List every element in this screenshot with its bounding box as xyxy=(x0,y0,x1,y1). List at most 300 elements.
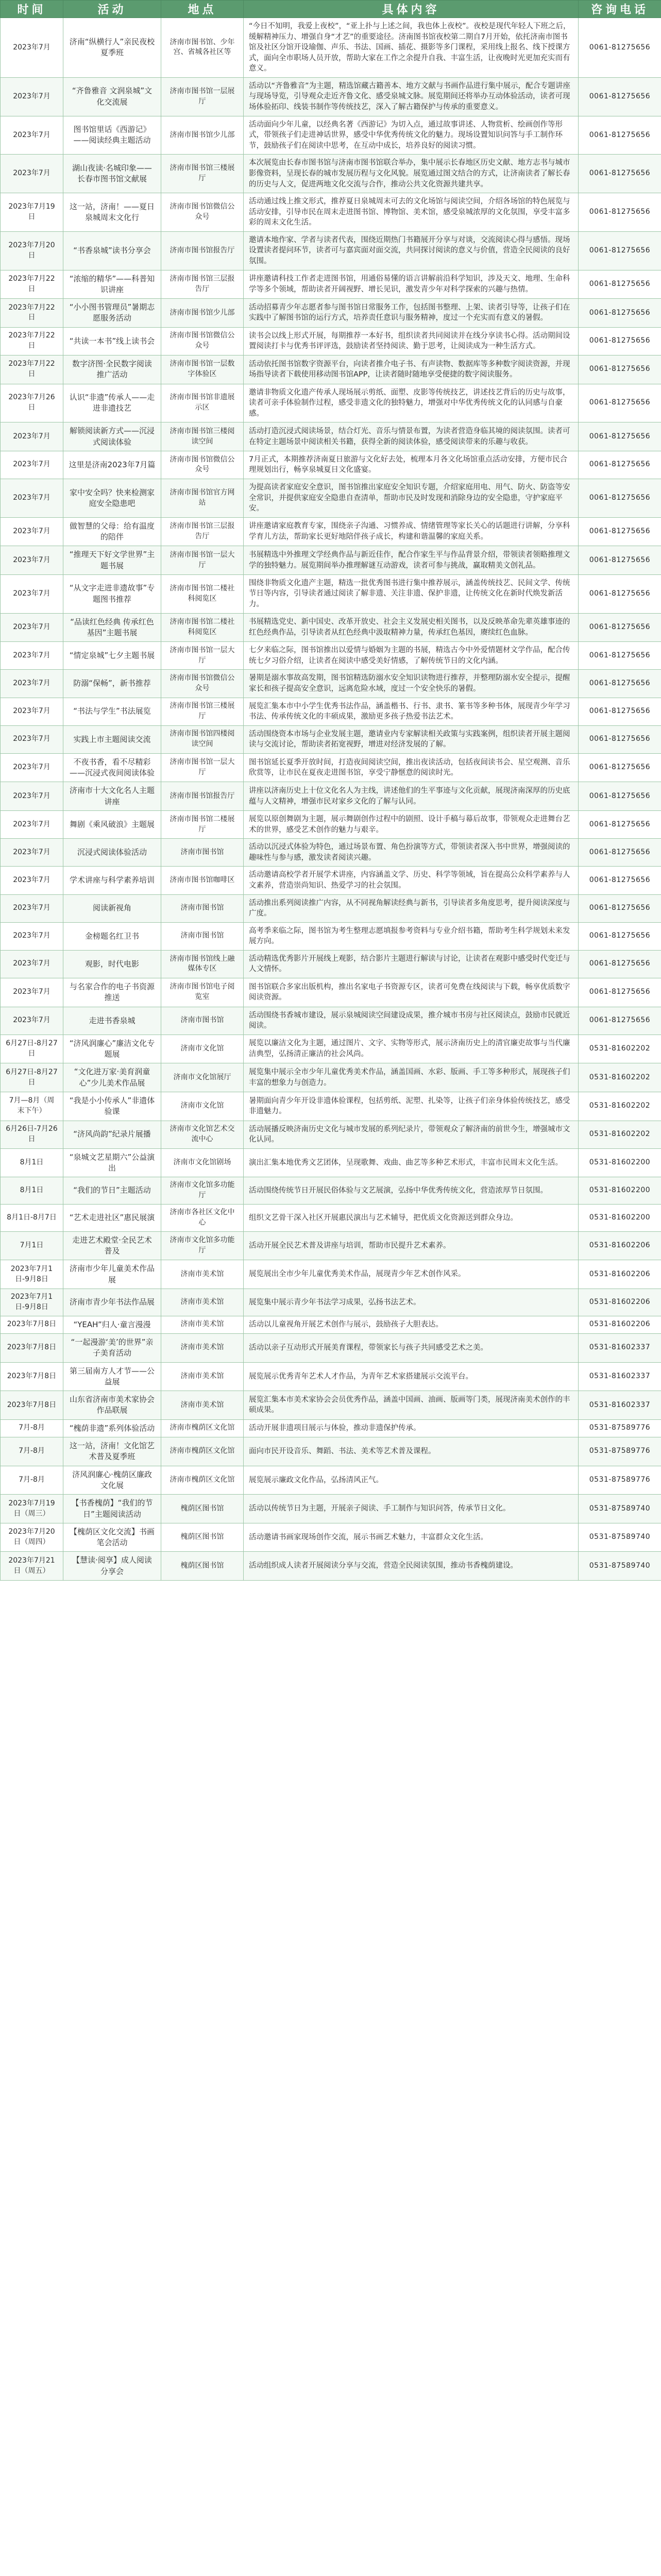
table-row xyxy=(1,1231,661,1260)
activity-content: 活动邀请书画家现场创作交流，展示书画艺术魅力，丰富群众文化生活。 xyxy=(244,1523,579,1552)
activity-place: 济南市美术馆 xyxy=(161,1391,244,1420)
table-row xyxy=(1,517,661,546)
activity-date: 2023年7月1日-9月8日 xyxy=(1,1260,63,1289)
activity-phone: 0061-81275656 xyxy=(579,782,661,811)
activity-date: 2023年7月 xyxy=(1,950,63,978)
activity-content: 活动围绕传统节日开展民俗体验与文艺展演，弘扬中华优秀传统文化，营造浓厚节日氛围。 xyxy=(244,1177,579,1205)
activity-place: 济南市图书馆一层大厅 xyxy=(161,546,244,575)
activity-date: 2023年7月 xyxy=(1,811,63,839)
activity-title: 【慧读·阅享】成人阅读分享会 xyxy=(63,1552,161,1581)
activity-phone: 0531-81602337 xyxy=(579,1391,661,1420)
activity-date: 2023年7月 xyxy=(1,155,63,193)
activity-content: 书展精选党史、新中国史、改革开放史、社会主义发展史相关图书，以及反映革命先辈英雄事迹的红色经典作品，引导读者从红色经典中汲取精神力量，传承红色基因，赓续红色血脉。 xyxy=(244,613,579,642)
activity-content: 暑期是溺水事故高发期，图书馆精选防溺水安全知识读物进行推荐，并整理防溺水安全提示，提醒家长和孩子提高安全意识，远离危险水域，度过一个安全快乐的暑假。 xyxy=(244,670,579,698)
activity-title: “书法与学生”书法展览 xyxy=(63,698,161,725)
activity-place: 济南市美术馆 xyxy=(161,1362,244,1391)
activity-phone: 0061-81275656 xyxy=(579,698,661,725)
table-row xyxy=(1,116,661,155)
activity-date: 2023年7月 xyxy=(1,642,63,670)
activity-phone: 0531-81602202 xyxy=(579,1121,661,1148)
activity-phone: 0061-81275656 xyxy=(579,299,661,328)
activity-phone: 0061-81275656 xyxy=(579,116,661,155)
activity-phone: 0061-81275656 xyxy=(579,1007,661,1035)
activity-phone: 0061-81275656 xyxy=(579,574,661,613)
activity-phone: 0531-87589776 xyxy=(579,1466,661,1495)
activity-content: “今日不知明，我爱上夜校”，“亚上扑与上述之间，我也体上夜校”。夜校是现代年轻人下班之后，缓解精神压力、增强自身“才艺”的重要途径。济南图书馆夜校第二期自7月开始，依托济南市图书馆及社区分馆开设瑜伽、声乐、书法、国画、插花、摄影等多门课程，采用线上报名、线下授课方式，面向全市职场人员开放，帮助大家在工作之余提升自我、丰富生活，让夜晚时光更加充实而有意义。 xyxy=(244,18,579,78)
table-row xyxy=(1,1148,661,1177)
table-body xyxy=(1,18,661,1581)
activity-phone: 0061-81275656 xyxy=(579,18,661,78)
table-row xyxy=(1,613,661,642)
activity-title: 山东省济南市美术家协会作品联展 xyxy=(63,1391,161,1420)
table-row xyxy=(1,867,661,894)
activity-place: 济南市美术馆 xyxy=(161,1289,244,1316)
activity-phone: 0061-81275656 xyxy=(579,451,661,479)
activity-phone: 0061-81275656 xyxy=(579,978,661,1007)
activity-content: 活动组织成人读者开展阅读分享与交流，营造全民阅读氛围，推动书香槐荫建设。 xyxy=(244,1552,579,1581)
table-row xyxy=(1,1007,661,1035)
table-row xyxy=(1,922,661,950)
activity-content: 高考季来临之际，图书馆为考生整理志愿填报参考资料与专业介绍书籍，帮助考生科学规划未来发展方向。 xyxy=(244,922,579,950)
activity-title: 济风润廉心·槐荫区廉政文化展 xyxy=(63,1466,161,1495)
activity-place: 济南市图书馆二楼社科阅览区 xyxy=(161,574,244,613)
activity-date: 7月-8月 xyxy=(1,1437,63,1466)
activity-phone: 0061-81275656 xyxy=(579,479,661,517)
activity-place: 济南市图书馆少儿部 xyxy=(161,299,244,328)
activity-phone: 0061-81275656 xyxy=(579,642,661,670)
table-row xyxy=(1,1362,661,1391)
activity-title: 走进艺术殿堂·全民艺术普及 xyxy=(63,1231,161,1260)
table-row xyxy=(1,725,661,753)
activity-phone: 0531-87589776 xyxy=(579,1437,661,1466)
activity-phone: 0531-81602206 xyxy=(579,1289,661,1316)
activity-title: “文化进万家·美育润童心”少儿美术作品展 xyxy=(63,1063,161,1092)
table-row xyxy=(1,451,661,479)
activity-phone: 0531-81602206 xyxy=(579,1316,661,1333)
activity-content: 活动以传统节日为主题，开展亲子阅读、手工制作与知识问答，传承节日文化。 xyxy=(244,1495,579,1523)
activity-phone: 0061-81275656 xyxy=(579,155,661,193)
activity-phone: 0061-81275656 xyxy=(579,811,661,839)
activity-content: 组织文艺骨干深入社区开展惠民演出与艺术辅导，把优质文化资源送到群众身边。 xyxy=(244,1205,579,1232)
activity-place: 济南市文化馆 xyxy=(161,1035,244,1063)
activity-date: 2023年7月21日（周五） xyxy=(1,1552,63,1581)
activity-content: 为提高读者家庭安全意识，图书馆推出家庭安全知识专题，介绍家庭用电、用气、防火、防盗等安全常识，并提供家庭安全隐患自查清单，帮助市民及时发现和消除身边的安全隐患，守护家庭平安。 xyxy=(244,479,579,517)
activity-content: 讲座邀请科技工作者走进图书馆，用通俗易懂的语言讲解前沿科学知识，涉及天文、地理、生命科学等多个领域，帮助读者开阔视野、增长见识，激发青少年对科学探索的兴趣与热情。 xyxy=(244,270,579,299)
activity-content: 活动招募青少年志愿者参与图书馆日常服务工作，包括图书整理、上架、读者引导等，让孩子们在实践中了解图书馆的运行方式，培养责任意识与服务精神，度过一个充实而有意义的暑假。 xyxy=(244,299,579,328)
activity-place: 济南市图书馆、少年宫、省城各社区等 xyxy=(161,18,244,78)
activity-title: 阅读新视角 xyxy=(63,894,161,922)
activity-title: 第三届南方人才节——公益展 xyxy=(63,1362,161,1391)
table-row xyxy=(1,1552,661,1581)
activity-place: 济南市图书馆 xyxy=(161,894,244,922)
activity-date: 2023年7月 xyxy=(1,922,63,950)
activity-date: 7月-8月 xyxy=(1,1466,63,1495)
activity-place: 济南市图书馆报告厅 xyxy=(161,231,244,270)
activity-place: 济南市图书馆 xyxy=(161,1007,244,1035)
activity-content: 活动以儿童视角开展艺术创作与展示，鼓励孩子大胆表达。 xyxy=(244,1316,579,1333)
table-row xyxy=(1,978,661,1007)
activity-content: 活动展播反映济南历史文化与城市发展的系列纪录片，带领观众了解济南的前世今生，增强城市文化认同。 xyxy=(244,1121,579,1148)
activity-date: 2023年7月 xyxy=(1,116,63,155)
table-row xyxy=(1,1391,661,1420)
activity-date: 2023年7月 xyxy=(1,867,63,894)
activity-place: 槐荫区图书馆 xyxy=(161,1552,244,1581)
activity-place: 槐荫区图书馆 xyxy=(161,1523,244,1552)
table-row xyxy=(1,270,661,299)
header-row xyxy=(1,1,661,18)
activity-date: 2023年7月22日 xyxy=(1,327,63,355)
activity-place: 济南市文化馆展厅 xyxy=(161,1063,244,1092)
activity-date: 2023年7月 xyxy=(1,725,63,753)
activity-content: 活动围绕资本市场与企业发展主题，邀请业内专家解读相关政策与实践案例，组织读者开展主题阅读与交流讨论，帮助读者拓宽视野，增进对经济发展的了解。 xyxy=(244,725,579,753)
activity-content: 展览以廉洁文化为主题，通过图片、文字、实物等形式，展示济南历史上的清官廉吏故事与当代廉洁典型，弘扬清正廉洁的社会风尚。 xyxy=(244,1035,579,1063)
table-row xyxy=(1,1260,661,1289)
activity-date: 2023年7月8日 xyxy=(1,1391,63,1420)
activity-place: 济南市图书馆微信公众号 xyxy=(161,327,244,355)
activity-content: 读书会以线上形式开展，每期推荐一本好书，组织读者共同阅读并在线分享读书心得。活动期间设置阅读打卡与优秀书评评选，鼓励读者坚持阅读、勤于思考，让阅读成为一种生活方式。 xyxy=(244,327,579,355)
activity-date: 2023年7月 xyxy=(1,422,63,451)
table-row xyxy=(1,698,661,725)
activity-place: 济南市图书馆一层大厅 xyxy=(161,642,244,670)
header-activity: 活动 xyxy=(63,1,161,18)
activity-date: 2023年7月26日 xyxy=(1,384,63,422)
activity-place: 济南市槐荫区文化馆 xyxy=(161,1437,244,1466)
activity-date: 2023年7月19日（周三） xyxy=(1,1495,63,1523)
table-row xyxy=(1,1092,661,1121)
table-row xyxy=(1,384,661,422)
activity-phone: 0061-81275656 xyxy=(579,867,661,894)
activity-date: 2023年7月22日 xyxy=(1,299,63,328)
activity-title: “情定泉城”七夕主题书展 xyxy=(63,642,161,670)
activity-place: 济南市图书馆三楼展厅 xyxy=(161,155,244,193)
activity-phone: 0061-81275656 xyxy=(579,613,661,642)
activity-place: 济南市图书馆电子阅览室 xyxy=(161,978,244,1007)
activity-title: 济南市十大文化名人主题讲座 xyxy=(63,782,161,811)
activity-place: 济南市图书馆三楼展厅 xyxy=(161,698,244,725)
activity-title: 做智慧的父母：给有温度的陪伴 xyxy=(63,517,161,546)
activity-title: “共读一本书”线上读书会 xyxy=(63,327,161,355)
activity-content: 面向市民开设音乐、舞蹈、书法、美术等艺术普及课程。 xyxy=(244,1437,579,1466)
activity-date: 2023年7月 xyxy=(1,77,63,116)
activity-title: “艺术走进社区”惠民展演 xyxy=(63,1205,161,1232)
activity-title: “从文字走进非遗故事”专题图书推荐 xyxy=(63,574,161,613)
activity-content: 讲座以济南历史上十位文化名人为主线，讲述他们的生平事迹与文化贡献，展现济南深厚的历史底蕴与人文精神，增强市民对家乡文化的了解与认同。 xyxy=(244,782,579,811)
header-time: 时间 xyxy=(1,1,63,18)
activity-place: 济南市文化馆多功能厅 xyxy=(161,1231,244,1260)
activity-content: 活动以亲子互动形式开展美育课程，带领家长与孩子共同感受艺术之美。 xyxy=(244,1334,579,1363)
activity-phone: 0531-87589740 xyxy=(579,1523,661,1552)
activity-date: 2023年7月19日 xyxy=(1,193,63,232)
activity-place: 济南市图书馆微信公众号 xyxy=(161,670,244,698)
activity-title: 【书香槐荫】“我们的节日”主题阅读活动 xyxy=(63,1495,161,1523)
table-row xyxy=(1,1437,661,1466)
activity-place: 济南市文化馆剧场 xyxy=(161,1148,244,1177)
activity-content: 活动开展非遗项目展示与体验，推动非遗保护传承。 xyxy=(244,1419,579,1437)
activity-title: “书香泉城”读书分享会 xyxy=(63,231,161,270)
activity-phone: 0061-81275656 xyxy=(579,422,661,451)
activity-phone: 0531-81602337 xyxy=(579,1362,661,1391)
activity-content: 展览展出全市少年儿童优秀美术作品，展现青少年艺术创作风采。 xyxy=(244,1260,579,1289)
activity-content: 展览集中展示青少年书法学习成果，弘扬书法艺术。 xyxy=(244,1289,579,1316)
activity-content: 围绕非物质文化遗产主题，精选一批优秀图书进行集中推荐展示，涵盖传统技艺、民间文学、传统节日等内容，引导读者通过阅读了解非遗、关注非遗、保护非遗，让传统文化在新时代焕发新活力。 xyxy=(244,574,579,613)
activity-title: “推理天下好文学世界”主题书展 xyxy=(63,546,161,575)
activity-phone: 0531-81602206 xyxy=(579,1231,661,1260)
activity-content: 讲座邀请家庭教育专家，围绕亲子沟通、习惯养成、情绪管理等家长关心的话题进行讲解，分享科学育儿方法，帮助家长更好地陪伴孩子成长，构建和谐温馨的家庭关系。 xyxy=(244,517,579,546)
activity-place: 济南市文化馆多功能厅 xyxy=(161,1177,244,1205)
activity-phone: 0061-81275656 xyxy=(579,839,661,867)
activity-place: 济南市图书馆一层大厅 xyxy=(161,753,244,782)
activity-place: 济南市图书馆报告厅 xyxy=(161,782,244,811)
activity-date: 2023年7月8日 xyxy=(1,1316,63,1333)
table-row xyxy=(1,782,661,811)
activity-phone: 0061-81275656 xyxy=(579,670,661,698)
table-row xyxy=(1,1035,661,1063)
table-row xyxy=(1,18,661,78)
activity-title: 沉浸式阅读体验活动 xyxy=(63,839,161,867)
activity-content: 活动面向少年儿童，以经典名著《西游记》为切入点，通过故事讲述、人物赏析、绘画创作等形式，带领孩子们走进神话世界，感受中华优秀传统文化的魅力。现场设置知识问答与手工制作环节，鼓励孩子们在阅读中思考，在互动中成长，培养良好的阅读习惯。 xyxy=(244,116,579,155)
table-row xyxy=(1,894,661,922)
activity-title: “浓缩的精华”——科普知识讲座 xyxy=(63,270,161,299)
table-row xyxy=(1,753,661,782)
activity-date: 2023年7月1日-9月8日 xyxy=(1,1289,63,1316)
activity-content: 邀请本地作家、学者与读者代表，围绕近期热门书籍展开分享与对谈，交流阅读心得与感悟。现场设置读者提问环节，读者可与嘉宾面对面交流，共同探讨阅读的意义与价值，营造全民阅读的良好氛围。 xyxy=(244,231,579,270)
activity-phone: 0061-81275656 xyxy=(579,950,661,978)
activity-title: 舞剧《乘风破浪》主题展 xyxy=(63,811,161,839)
activity-date: 2023年7月 xyxy=(1,546,63,575)
activity-content: 图书馆延长夏季开放时间，打造夜间阅读空间，推出夜读活动，包括夜间读书会、星空观测、音乐欣赏等，让市民在夏夜走进图书馆，享受宁静惬意的阅读时光。 xyxy=(244,753,579,782)
activity-place: 济南市文化馆 xyxy=(161,1092,244,1121)
activity-content: 本次展览由长春市图书馆与济南市图书馆联合举办，集中展示长春地区历史文献、地方志书与城市影像资料，呈现长春的城市发展历程与文化风貌。展览通过图文结合的方式，让济南读者了解长春的历史与人文，促进两地文化交流与合作，推动公共文化资源共建共享。 xyxy=(244,155,579,193)
activity-date: 2023年7月20日 xyxy=(1,231,63,270)
activity-content: 活动推出系列阅读推广内容，从不同视角解读经典与新书，引导读者多角度思考，提升阅读深度与广度。 xyxy=(244,894,579,922)
activity-content: 7月正式，本期推荐济南夏日旅游与文化好去处，梳理本月各文化场馆重点活动安排，方便市民合理规划出行，畅享泉城夏日文化盛宴。 xyxy=(244,451,579,479)
activity-place: 济南市图书馆微信公众号 xyxy=(161,451,244,479)
activity-date: 6月27日-8月27日 xyxy=(1,1035,63,1063)
table-row xyxy=(1,1063,661,1092)
activity-title: 家中安全吗？快来检测家庭安全隐患吧 xyxy=(63,479,161,517)
activity-phone: 0061-81275656 xyxy=(579,270,661,299)
activity-date: 6月27日-8月27日 xyxy=(1,1063,63,1092)
activity-content: 展览展示廉政文化作品，弘扬清风正气。 xyxy=(244,1466,579,1495)
activity-title: 实践上市主题阅读交流 xyxy=(63,725,161,753)
activity-title: 解锁阅读新方式——沉浸式阅读体验 xyxy=(63,422,161,451)
activity-title: 不夜书香，看不尽精彩——沉浸式夜间阅读体验 xyxy=(63,753,161,782)
activity-date: 2023年7月 xyxy=(1,894,63,922)
activity-title: “小小图书管理员”暑期志愿服务活动 xyxy=(63,299,161,328)
activity-date: 2023年7月8日 xyxy=(1,1334,63,1363)
activity-phone: 0061-81275656 xyxy=(579,231,661,270)
activity-phone: 0061-81275656 xyxy=(579,922,661,950)
activity-content: 七夕来临之际，图书馆推出以爱情与婚姻为主题的书展，精选古今中外爱情题材文学作品，配合传统七夕习俗介绍，让读者在阅读中感受美好情感，了解传统节日的文化内涵。 xyxy=(244,642,579,670)
activity-date: 2023年7月 xyxy=(1,1007,63,1035)
table-row xyxy=(1,422,661,451)
activity-title: “济风润廉心”廉洁文化专题展 xyxy=(63,1035,161,1063)
activity-date: 7月—8月（周末下午） xyxy=(1,1092,63,1121)
activity-place: 济南市图书馆一层数字体验区 xyxy=(161,355,244,384)
activity-phone: 0531-81602200 xyxy=(579,1205,661,1232)
activity-content: 图书馆联合多家出版机构，推出名家电子书资源专区，读者可免费在线阅读与下载，畅享优质数字阅读资源。 xyxy=(244,978,579,1007)
activity-content: 活动打造沉浸式阅读场景，结合灯光、音乐与情景布置，为读者营造身临其境的阅读氛围。读者可在特定主题场景中阅读相关书籍，获得全新的阅读体验，感受阅读带来的乐趣与收获。 xyxy=(244,422,579,451)
table-row xyxy=(1,327,661,355)
activity-title: “我们的节日”主题活动 xyxy=(63,1177,161,1205)
activity-place: 济南市美术馆 xyxy=(161,1316,244,1333)
activity-title: 这一站，济南！文化馆艺术普及夏季班 xyxy=(63,1437,161,1466)
activity-place: 济南市图书馆二楼社科阅览区 xyxy=(161,613,244,642)
activity-title: 图书馆里话《西游记》——阅读经典主题活动 xyxy=(63,116,161,155)
activity-phone: 0531-87589740 xyxy=(579,1552,661,1581)
activity-phone: 0061-81275656 xyxy=(579,384,661,422)
activity-content: 活动通过线上推文形式，推荐夏日泉城周末可去的文化场馆与阅读空间，介绍各场馆的特色展览与活动安排，引导市民在周末走进图书馆、博物馆、美术馆，感受泉城浓厚的文化氛围，享受丰富多彩的周末文化生活。 xyxy=(244,193,579,232)
activity-content: 活动以沉浸式体验为特色，通过场景布置、角色扮演等方式，带领读者深入书中世界，增强阅读的趣味性与参与感，激发读者阅读兴趣。 xyxy=(244,839,579,867)
table-header xyxy=(1,1,661,18)
activity-title: “泉城文艺星期六”公益演出 xyxy=(63,1148,161,1177)
activity-date: 2023年7月 xyxy=(1,698,63,725)
activity-content: 书展精选中外推理文学经典作品与新近佳作，配合作家生平与作品背景介绍，带领读者领略推理文学的独特魅力。展览期间举办推理解谜互动游戏，读者可参与挑战，赢取精美文创礼品。 xyxy=(244,546,579,575)
activity-place: 济南市图书馆咖啡区 xyxy=(161,867,244,894)
table-row xyxy=(1,1121,661,1148)
table-row xyxy=(1,839,661,867)
activity-title: 湖山夜读·名城印象——长春市图书馆文献展 xyxy=(63,155,161,193)
table-row xyxy=(1,950,661,978)
activity-date: 8月1日-8月7日 xyxy=(1,1205,63,1232)
activity-phone: 0531-81602200 xyxy=(579,1148,661,1177)
activity-place: 济南市图书馆三层报告厅 xyxy=(161,517,244,546)
activity-content: 活动围绕书香城市建设，展示泉城阅读空间建设成果，推介城市书房与社区阅读点，鼓励市民就近阅读。 xyxy=(244,1007,579,1035)
activity-place: 济南市槐荫区文化馆 xyxy=(161,1466,244,1495)
activity-place: 济南市图书馆三楼阅读空间 xyxy=(161,422,244,451)
activity-date: 8月1日 xyxy=(1,1148,63,1177)
activity-date: 7月1日 xyxy=(1,1231,63,1260)
activity-place: 济南市图书馆一层展厅 xyxy=(161,77,244,116)
activity-phone: 0531-81602200 xyxy=(579,1177,661,1205)
activity-content: 邀请非物质文化遗产传承人现场展示剪纸、面塑、皮影等传统技艺，讲述技艺背后的历史与故事，读者可亲手体验制作过程，感受非遗文化的独特魅力，增强对中华优秀传统文化的认同感与自豪感。 xyxy=(244,384,579,422)
activity-title: 学术讲座与科学素养培训 xyxy=(63,867,161,894)
table-row xyxy=(1,231,661,270)
table-row xyxy=(1,479,661,517)
activity-place: 济南市图书馆二楼展厅 xyxy=(161,811,244,839)
table-row xyxy=(1,1419,661,1437)
activity-title: 济南“纵横行人”亲民夜校夏季班 xyxy=(63,18,161,78)
activity-phone: 0061-81275656 xyxy=(579,327,661,355)
activity-content: 活动依托图书馆数字资源平台，向读者推介电子书、有声读物、数据库等多种数字阅读资源，并现场指导读者下载使用移动图书馆APP，让读者随时随地享受便捷的数字阅读服务。 xyxy=(244,355,579,384)
activity-title: “一起漫游‘美’的世界”亲子美育活动 xyxy=(63,1334,161,1363)
activity-phone: 0061-81275656 xyxy=(579,894,661,922)
activity-content: 展览展示优秀青年艺术人才作品，为青年艺术家搭建展示交流平台。 xyxy=(244,1362,579,1391)
activity-date: 2023年7月20日（周四） xyxy=(1,1523,63,1552)
activity-date: 2023年7月 xyxy=(1,18,63,78)
activity-content: 演出汇集本地优秀文艺团体，呈现歌舞、戏曲、曲艺等多种艺术形式，丰富市民周末文化生活。 xyxy=(244,1148,579,1177)
activity-date: 6月26日-7月26日 xyxy=(1,1121,63,1148)
table-row xyxy=(1,642,661,670)
activity-phone: 0531-81602202 xyxy=(579,1063,661,1092)
table-row xyxy=(1,77,661,116)
activity-title: “YEAH”归人·童言漫漫 xyxy=(63,1316,161,1333)
header-content: 具体内容 xyxy=(244,1,579,18)
table-row xyxy=(1,574,661,613)
activity-title: 这一站，济南！——夏日泉城周末文化行 xyxy=(63,193,161,232)
activity-content: 活动邀请高校学者开展学术讲座，内容涵盖文学、历史、科学等领域，旨在提高公众科学素养与人文素养，营造崇尚知识、热爱学习的社会氛围。 xyxy=(244,867,579,894)
activity-title: 防溺“保畅”，新书推荐 xyxy=(63,670,161,698)
activity-place: 济南市图书馆官方网站 xyxy=(161,479,244,517)
activity-place: 济南市图书馆 xyxy=(161,839,244,867)
activity-date: 2023年7月22日 xyxy=(1,270,63,299)
activity-place: 济南市各社区文化中心 xyxy=(161,1205,244,1232)
activity-date: 2023年7月 xyxy=(1,451,63,479)
table-row xyxy=(1,1523,661,1552)
activity-title: “济风尚韵”纪录片展播 xyxy=(63,1121,161,1148)
table-row xyxy=(1,1289,661,1316)
activity-phone: 0061-81275656 xyxy=(579,517,661,546)
table-row xyxy=(1,299,661,328)
activity-place: 济南市图书馆三层报告厅 xyxy=(161,270,244,299)
activity-phone: 0531-87589776 xyxy=(579,1419,661,1437)
activity-date: 7月-8月 xyxy=(1,1419,63,1437)
table-row xyxy=(1,1334,661,1363)
activity-phone: 0061-81275656 xyxy=(579,753,661,782)
activity-phone: 0531-81602337 xyxy=(579,1334,661,1363)
activity-phone: 0531-81602202 xyxy=(579,1035,661,1063)
activity-date: 2023年7月 xyxy=(1,978,63,1007)
table-row xyxy=(1,1316,661,1333)
activity-date: 2023年7月8日 xyxy=(1,1362,63,1391)
table-row xyxy=(1,546,661,575)
activity-title: 走进书香泉城 xyxy=(63,1007,161,1035)
activity-title: “槐荫非遗”系列体验活动 xyxy=(63,1419,161,1437)
table-row xyxy=(1,155,661,193)
table-row xyxy=(1,1466,661,1495)
activity-date: 2023年7月 xyxy=(1,753,63,782)
activity-title: “我是小小传承人”非遗体验课 xyxy=(63,1092,161,1121)
activity-place: 济南市美术馆 xyxy=(161,1260,244,1289)
table-row xyxy=(1,1205,661,1232)
activity-date: 2023年7月 xyxy=(1,479,63,517)
activity-phone: 0061-81275656 xyxy=(579,193,661,232)
activity-title: “齐鲁雅音 文润泉城”文化交流展 xyxy=(63,77,161,116)
table-row xyxy=(1,355,661,384)
table-row xyxy=(1,193,661,232)
activity-place: 槐荫区图书馆 xyxy=(161,1495,244,1523)
activity-title: 济南市少年儿童美术作品展 xyxy=(63,1260,161,1289)
activity-place: 济南市图书馆线上融媒体专区 xyxy=(161,950,244,978)
header-phone: 咨询电话 xyxy=(579,1,661,18)
activity-title: 观影，时代电影 xyxy=(63,950,161,978)
activity-phone: 0061-81275656 xyxy=(579,77,661,116)
activity-phone: 0531-87589740 xyxy=(579,1495,661,1523)
activity-date: 2023年7月 xyxy=(1,613,63,642)
activity-title: “品读红色经典 传承红色基因”主题书展 xyxy=(63,613,161,642)
activity-title: 金榜题名红卫书 xyxy=(63,922,161,950)
activity-title: 【槐荫区文化交流】书画笔会活动 xyxy=(63,1523,161,1552)
activity-place: 济南市图书馆微信公众号 xyxy=(161,193,244,232)
table-row xyxy=(1,1177,661,1205)
activity-content: 展览集中展示全市少年儿童优秀美术作品，涵盖国画、水彩、版画、手工等多种形式，展现孩子们丰富的想象力与创造力。 xyxy=(244,1063,579,1092)
activity-place: 济南市图书馆四楼阅读空间 xyxy=(161,725,244,753)
activity-content: 活动开展全民艺术普及讲座与培训，帮助市民提升艺术素养。 xyxy=(244,1231,579,1260)
table-row xyxy=(1,670,661,698)
header-place: 地点 xyxy=(161,1,244,18)
activity-date: 2023年7月 xyxy=(1,517,63,546)
activity-date: 2023年7月 xyxy=(1,574,63,613)
activity-phone: 0531-81602206 xyxy=(579,1260,661,1289)
activity-date: 2023年7月 xyxy=(1,670,63,698)
activity-phone: 0531-81602202 xyxy=(579,1092,661,1121)
activity-date: 2023年7月22日 xyxy=(1,355,63,384)
activity-title: 济南市青少年书法作品展 xyxy=(63,1289,161,1316)
activity-content: 活动以“齐鲁雅音”为主题，精选馆藏古籍善本、地方文献与书画作品进行集中展示，配合专题讲座与现场导览，引导观众走近齐鲁文化、感受泉城文脉。展览期间还将举办互动体验活动，读者可现场体验拓印、线装书制作等传统技艺，深入了解古籍保护与传承的重要意义。 xyxy=(244,77,579,116)
activity-phone: 0061-81275656 xyxy=(579,725,661,753)
activity-title: 认识“非遗”传承人——走进非遗技艺 xyxy=(63,384,161,422)
activity-place: 济南市槐荫区文化馆 xyxy=(161,1419,244,1437)
